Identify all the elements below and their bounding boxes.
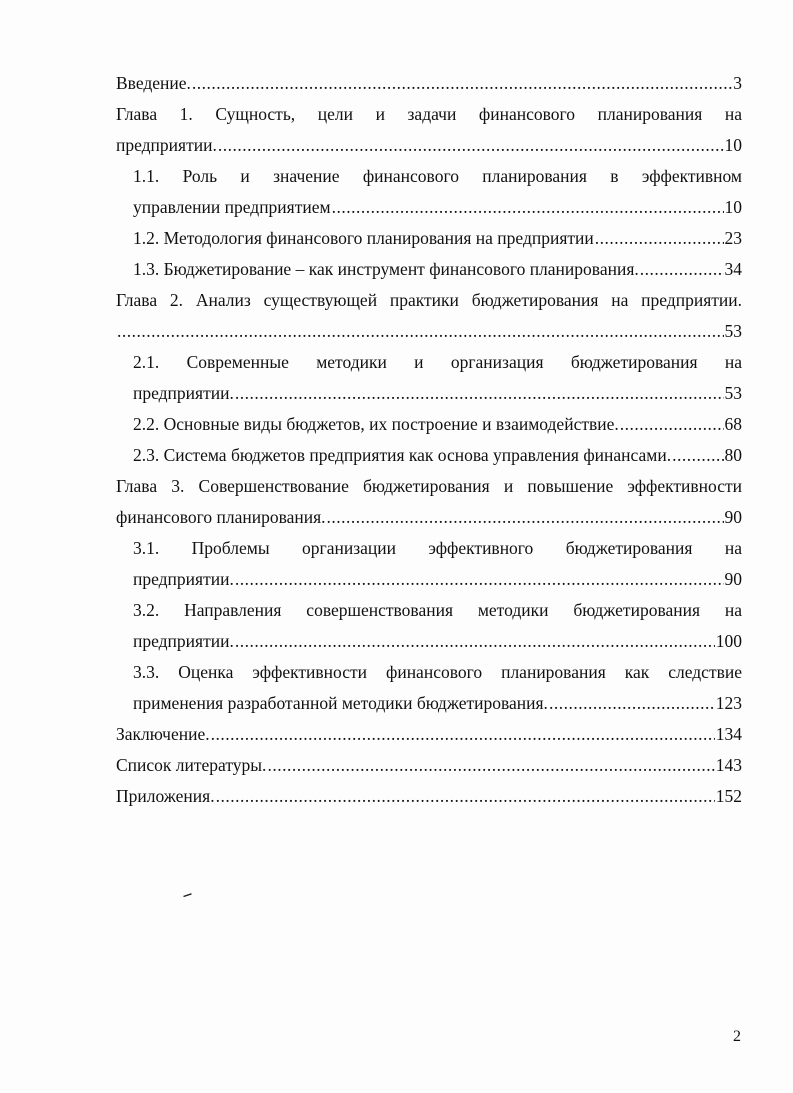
toc-entry-s11 — [116, 161, 742, 223]
toc-page-number: 53 — [724, 383, 742, 403]
dot-leader — [117, 316, 724, 347]
toc-entry-final-line — [133, 564, 742, 595]
toc-entry-title: 1.3. Бюджетирование – как инструмент финансового планирования. — [133, 259, 639, 279]
toc-entry-final-line — [116, 130, 742, 161]
toc-entry-ch2 — [116, 285, 742, 347]
toc-entry-title: 2.2. Основные виды бюджетов, их построение и взаимодействие. — [133, 414, 619, 434]
dot-leader — [672, 440, 723, 471]
toc-entry-final-line — [133, 254, 742, 285]
toc-entry-final-line — [116, 781, 742, 812]
dot-leader — [267, 750, 714, 781]
toc-entry-title: Список литературы. — [116, 755, 267, 775]
table-of-contents — [116, 68, 742, 812]
toc-entry-ch3 — [116, 471, 742, 533]
toc-entry-ch1 — [116, 99, 742, 161]
toc-entry-line: Глава 2. Анализ существующей практики бюджетирования на предприятии. — [116, 290, 742, 310]
toc-entry-final-line — [133, 440, 742, 471]
toc-entry-s33 — [116, 657, 742, 719]
toc-entry-s23 — [116, 440, 742, 471]
toc-entry-title: предприятии. — [133, 631, 234, 651]
toc-entry-s32 — [116, 595, 742, 657]
toc-page-number: 10 — [724, 135, 742, 155]
dot-leader — [327, 502, 724, 533]
toc-page-number: 123 — [715, 693, 742, 713]
toc-entry-title: предприятии. — [116, 135, 217, 155]
toc-page-number: 68 — [724, 414, 742, 434]
toc-page-number: 100 — [715, 631, 742, 651]
toc-entry-title: Введение. — [116, 73, 191, 93]
toc-entry-final-line — [116, 316, 742, 347]
toc-entry-s21 — [116, 347, 742, 409]
toc-entry-final-line — [116, 68, 742, 99]
toc-entry-line: 1.1. Роль и значение финансового планирования в эффективном — [133, 166, 742, 186]
toc-entry-s22 — [116, 409, 742, 440]
pen-mark — [183, 893, 192, 897]
toc-entry-line: 3.2. Направления совершенствования методики бюджетирования на — [133, 600, 742, 620]
toc-entry-final-line — [133, 223, 742, 254]
toc-entry-final-line — [133, 409, 742, 440]
toc-page-number: 90 — [724, 507, 742, 527]
toc-entry-title: финансового планирования. — [116, 507, 326, 527]
toc-entry-title: применения разработанной методики бюджетирования. — [133, 693, 548, 713]
dot-leader — [595, 223, 724, 254]
dot-leader — [235, 564, 724, 595]
dot-leader — [640, 254, 724, 285]
toc-page-number: 53 — [724, 321, 742, 341]
dot-leader — [211, 719, 715, 750]
page-number: 2 — [733, 1028, 741, 1045]
toc-page-number: 80 — [724, 445, 742, 465]
toc-page-number: 90 — [724, 569, 742, 589]
toc-entry-app — [116, 781, 742, 812]
toc-entry-line: 3.1. Проблемы организации эффективного бюджетирования на — [133, 538, 742, 558]
toc-entry-title: управлении предприятием — [133, 197, 331, 217]
toc-page-number: 143 — [715, 755, 742, 775]
toc-entry-line: 2.1. Современные методики и организация бюджетирования на — [133, 352, 742, 372]
dot-leader — [332, 192, 724, 223]
toc-entry-line: Глава 3. Совершенствование бюджетирования и повышение эффективности — [116, 476, 742, 496]
toc-entry-intro — [116, 68, 742, 99]
toc-entry-s13 — [116, 254, 742, 285]
toc-entry-final-line — [116, 502, 742, 533]
dot-leader — [620, 409, 724, 440]
toc-page-number: 34 — [724, 259, 742, 279]
toc-entry-title: предприятии. — [133, 569, 234, 589]
toc-entry-final-line — [116, 719, 742, 750]
toc-page-number: 134 — [715, 724, 742, 744]
toc-page-number: 23 — [724, 228, 742, 248]
toc-entry-final-line — [133, 688, 742, 719]
toc-page-number: 3 — [733, 73, 742, 93]
dot-leader — [235, 378, 724, 409]
toc-entry-lit — [116, 750, 742, 781]
dot-leader — [218, 130, 724, 161]
dot-leader — [216, 781, 715, 812]
toc-entry-title: Заключение. — [116, 724, 210, 744]
toc-entry-s31 — [116, 533, 742, 595]
toc-entry-final-line — [133, 378, 742, 409]
toc-entry-concl — [116, 719, 742, 750]
toc-entry-line: Глава 1. Сущность, цели и задачи финансового планирования на — [116, 104, 742, 124]
toc-entry-title: 2.3. Система бюджетов предприятия как основа управления финансами. — [133, 445, 672, 465]
toc-entry-final-line — [116, 750, 742, 781]
toc-entry-final-line — [133, 192, 742, 223]
toc-entry-s12 — [116, 223, 742, 254]
toc-page-number: 152 — [715, 786, 742, 806]
dot-leader — [235, 626, 715, 657]
toc-entry-title: предприятии. — [133, 383, 234, 403]
dot-leader — [192, 68, 732, 99]
toc-entry-title: 1.2. Методология финансового планирования на предприятии — [133, 228, 594, 248]
toc-entry-final-line — [133, 626, 742, 657]
dot-leader — [549, 688, 715, 719]
toc-entry-title: Приложения. — [116, 786, 215, 806]
toc-page-number: 10 — [724, 197, 742, 217]
toc-entry-line: 3.3. Оценка эффективности финансового планирования как следствие — [133, 662, 742, 682]
